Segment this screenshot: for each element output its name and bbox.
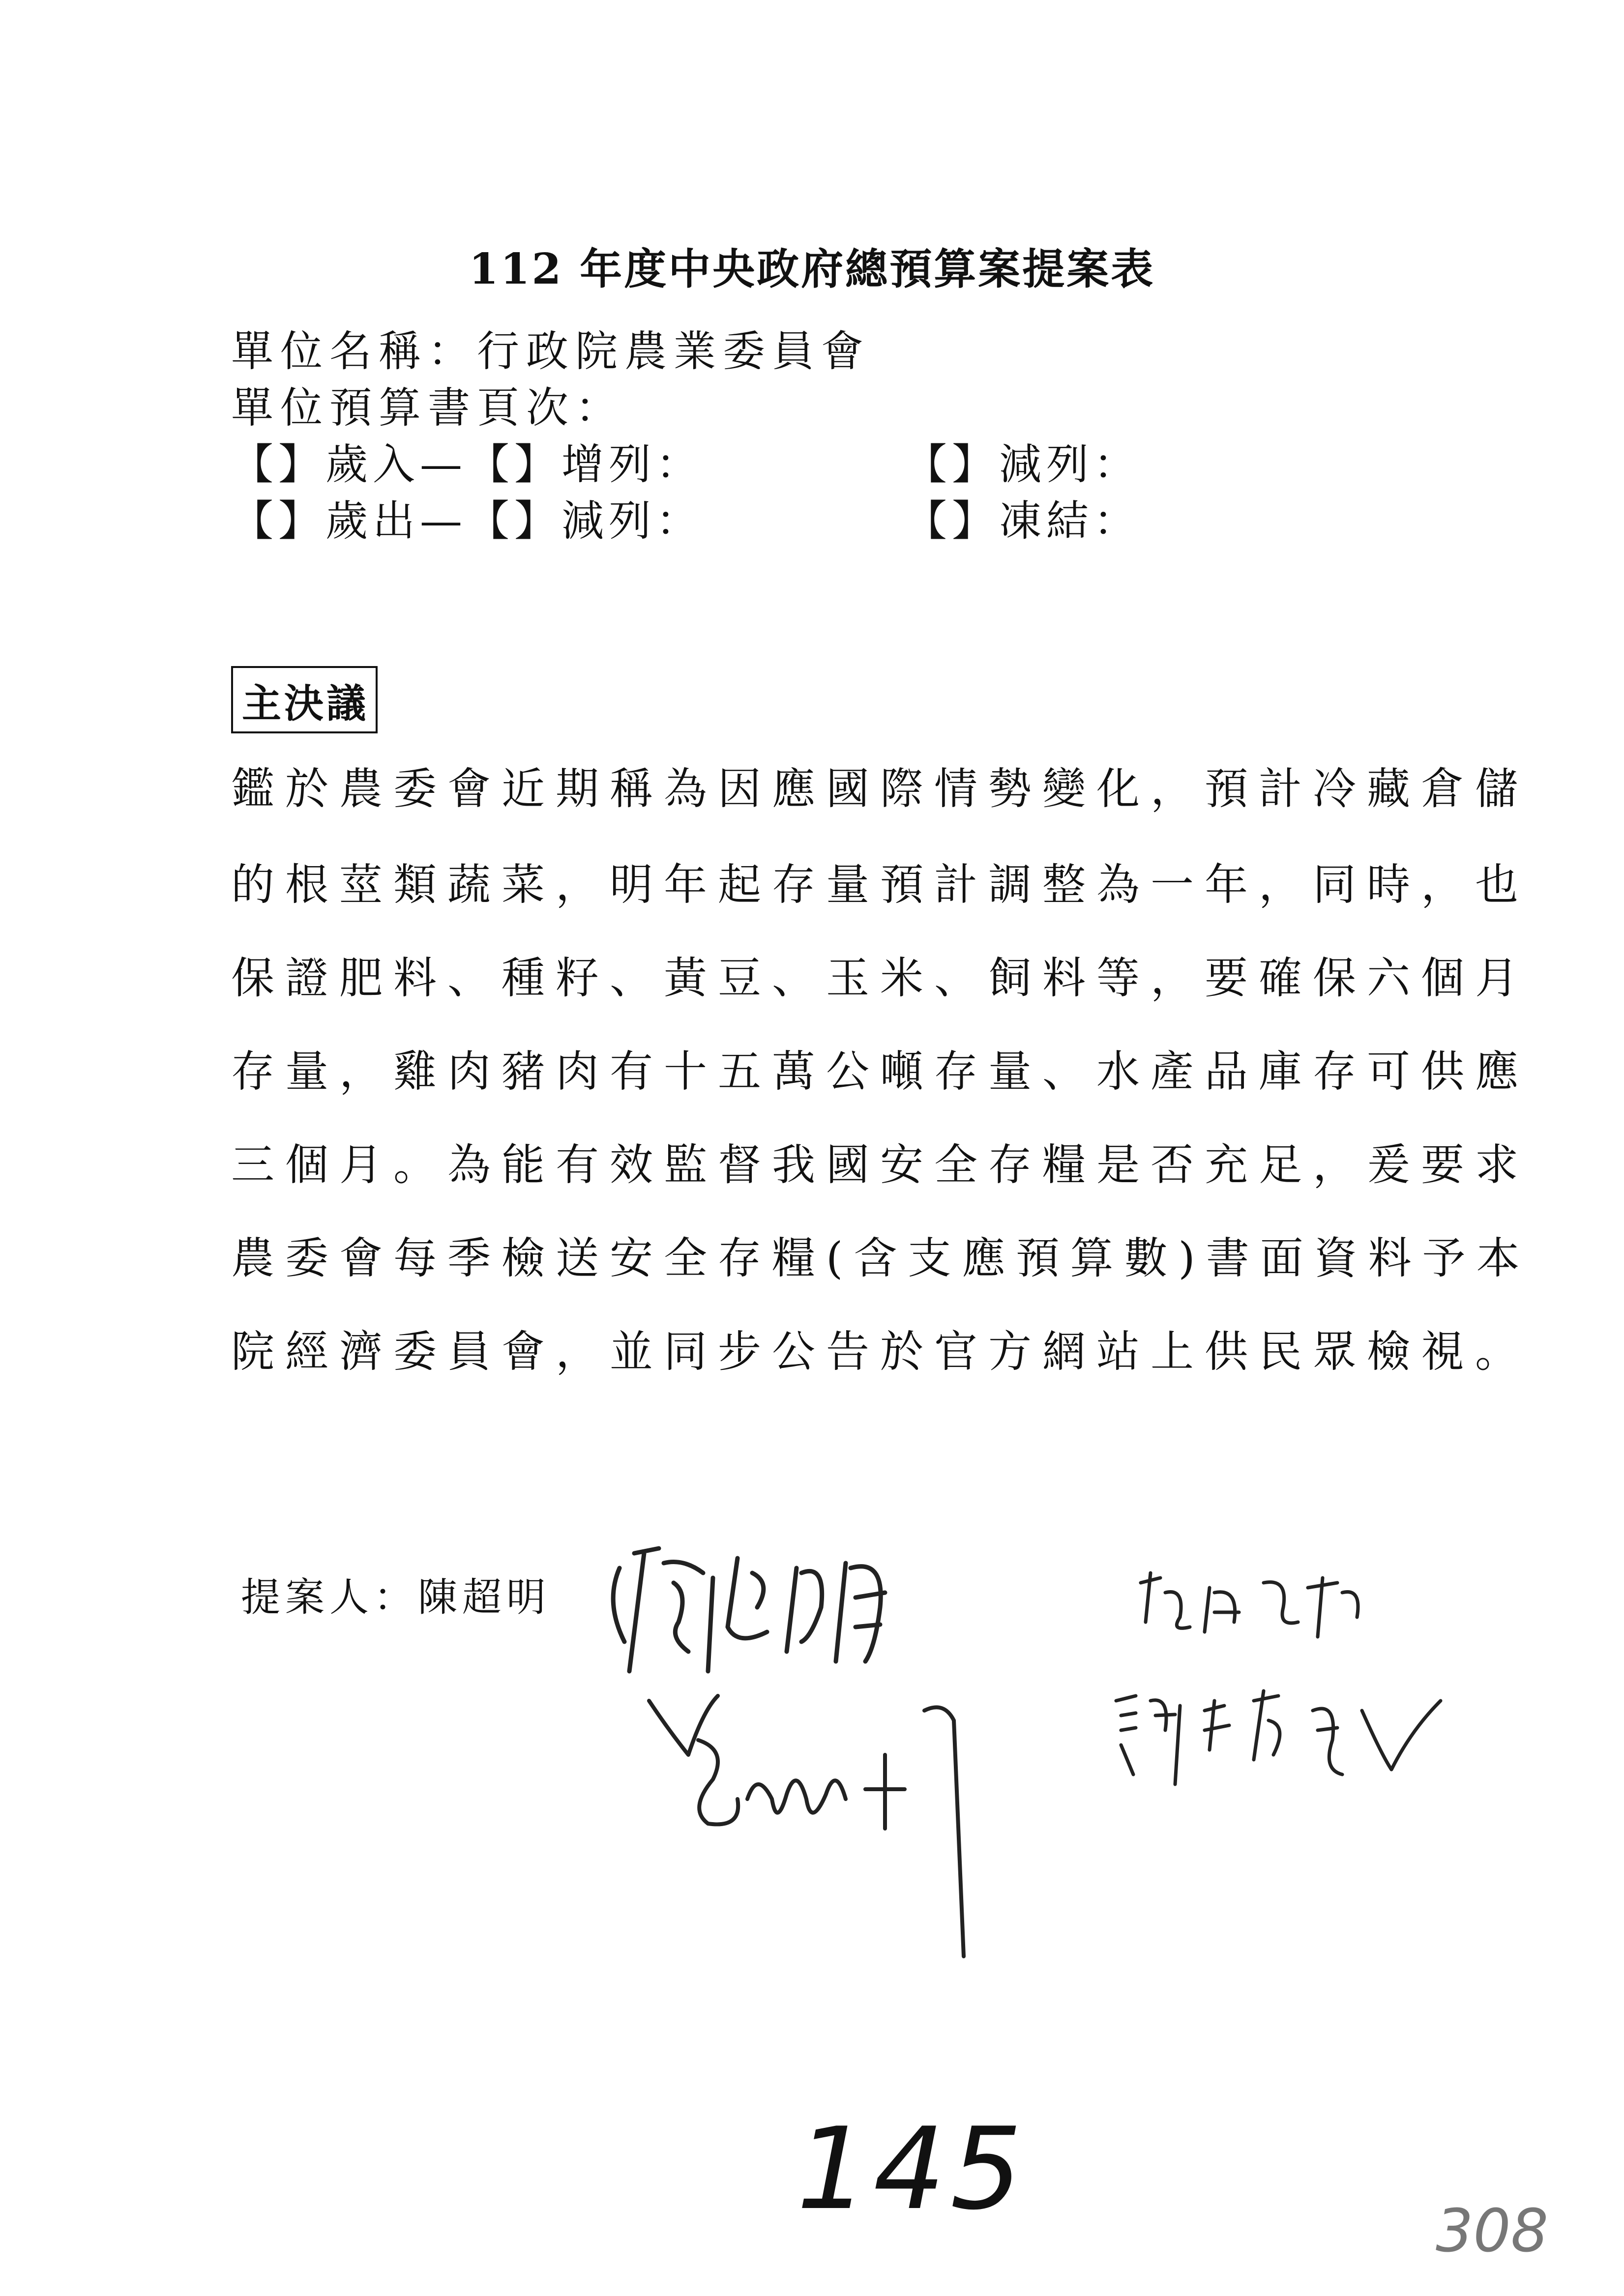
resolution-line: 保證肥料、種籽、黃豆、玉米、飼料等，要確保六個月 xyxy=(231,953,1530,1003)
resolution-line: 院經濟委員會，並同步公告於官方網站上供民眾檢視。 xyxy=(231,1326,1530,1377)
signature-kao-hung-an xyxy=(629,1681,1033,1966)
budget-page-label: 單位預算書頁次： xyxy=(231,383,624,433)
resolution-heading: 主決議 xyxy=(231,666,378,733)
signature-hsieh-yi-feng xyxy=(1106,1671,1450,1799)
unit-name-value: 行政院農業委員會 xyxy=(477,327,870,376)
signature-kao-hung-an-2 xyxy=(1131,1563,1406,1642)
proposer-label: 提案人： xyxy=(241,1574,418,1620)
resolution-line: 農委會每季檢送安全存糧(含支應預算數)書面資料予本 xyxy=(231,1233,1531,1283)
proposer-name: 陳超明 xyxy=(418,1574,551,1620)
option-decrease: 【】減列： xyxy=(905,440,1141,489)
unit-name-row xyxy=(231,324,870,378)
option-freeze: 【】凍結： xyxy=(905,496,1141,546)
resolution-line: 存量，雞肉豬肉有十五萬公噸存量、水產品庫存可供應 xyxy=(231,1046,1530,1097)
option-expenditure-decrease: 【】歲出—【】減列： xyxy=(231,496,703,546)
resolution-line: 的根莖類蔬菜，明年起存量預計調整為一年，同時，也 xyxy=(231,859,1530,910)
option-revenue-increase: 【】歲入—【】增列： xyxy=(231,440,703,489)
resolution-line: 鑑於農委會近期稱為因應國際情勢變化，預計冷藏倉儲 xyxy=(231,763,1530,814)
unit-name-label: 單位名稱： xyxy=(231,327,477,376)
form-title: 112 年度中央政府總預算案提案表 xyxy=(469,244,1155,294)
proposer-row xyxy=(241,1570,551,1625)
page-number-main: 145 xyxy=(797,2104,1027,2235)
resolution-line: 三個月。為能有效監督我國安全存糧是否充足，爰要求 xyxy=(231,1139,1530,1190)
page-number-corner: 308 xyxy=(1436,2197,1549,2266)
